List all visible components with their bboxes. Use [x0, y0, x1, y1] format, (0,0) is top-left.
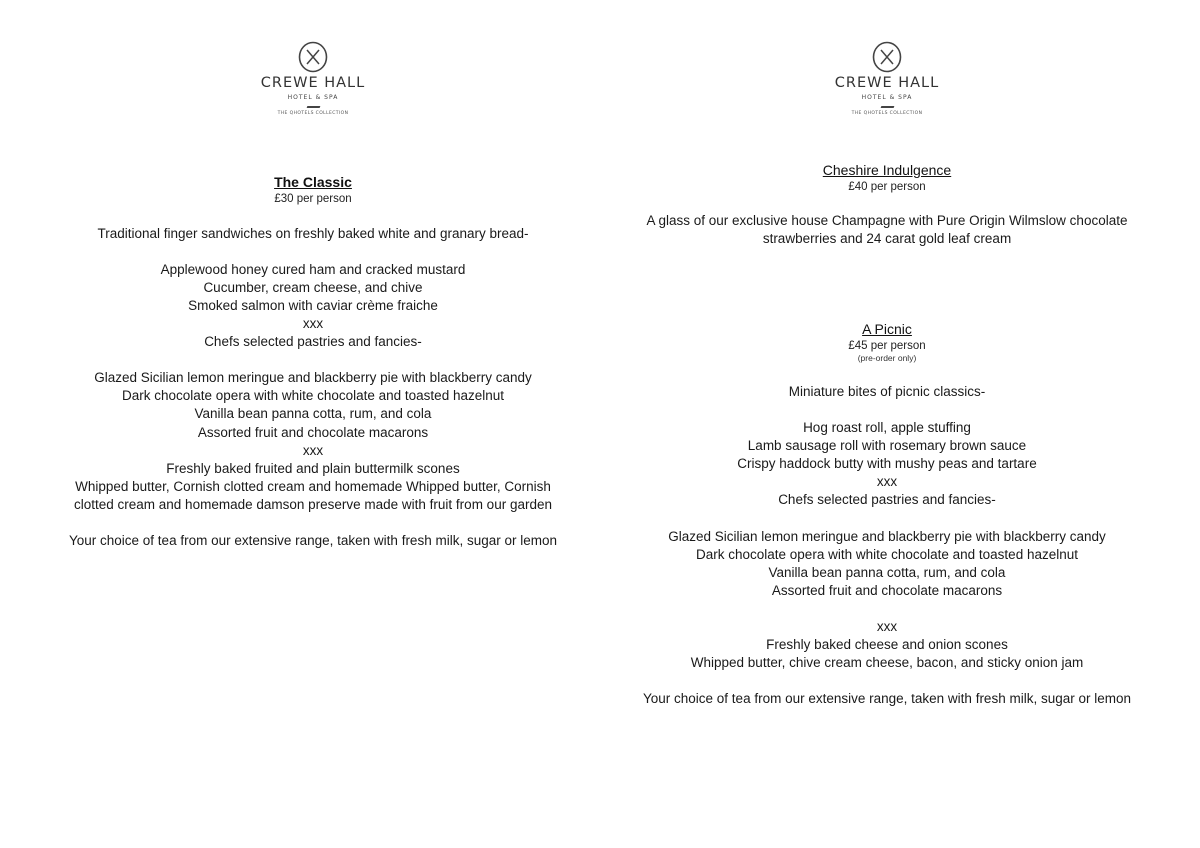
- classic-line: Whipped butter, Cornish clotted cream and homemade Whipped butter, Cornish: [75, 479, 551, 494]
- logo-name: CREWE HALL: [260, 75, 366, 91]
- indulgence-line: strawberries and 24 carat gold leaf cream: [762, 231, 1012, 246]
- indulgence-title: Cheshire Indulgence: [822, 162, 952, 178]
- crewe-hall-logo: [614, 40, 1160, 117]
- logo-tagline: THE QHOTELS COLLECTION: [277, 111, 349, 116]
- classic-line: Traditional finger sandwiches on freshly baked white and granary bread-: [97, 226, 529, 241]
- picnic-line: Your choice of tea from our extensive range, taken with fresh milk, sugar or lemon: [643, 691, 1131, 706]
- logo-subtitle: HOTEL & SPA: [861, 94, 913, 101]
- picnic-line: Miniature bites of picnic classics-: [788, 384, 986, 399]
- picnic-title: A Picnic: [862, 321, 912, 337]
- classic-line: clotted cream and homemade damson preserve made with fruit from our garden: [74, 497, 552, 512]
- classic-price: £30 per person: [274, 193, 352, 205]
- picnic-line: Vanilla bean panna cotta, rum, and cola: [768, 565, 1006, 580]
- classic-line: Chefs selected pastries and fancies-: [204, 334, 422, 349]
- logo-subtitle: HOTEL & SPA: [287, 94, 339, 101]
- classic-line: Cucumber, cream cheese, and chive: [203, 280, 423, 295]
- classic-line: Applewood honey cured ham and cracked mustard: [160, 262, 466, 277]
- classic-line: Smoked salmon with caviar crème fraiche: [188, 298, 438, 313]
- picnic-line: Freshly baked cheese and onion scones: [766, 637, 1008, 652]
- picnic-line: Glazed Sicilian lemon meringue and blackberry pie with blackberry candy: [668, 529, 1106, 544]
- crewe-hall-logo: [40, 40, 586, 117]
- indulgence-line: A glass of our exclusive house Champagne with Pure Origin Wilmslow chocolate: [646, 213, 1128, 228]
- picnic-separator: xxx: [876, 619, 898, 634]
- picnic-line: Lamb sausage roll with rosemary brown sauce: [747, 438, 1027, 453]
- picnic-line: Assorted fruit and chocolate macarons: [771, 583, 1003, 598]
- classic-title: The Classic: [274, 174, 352, 190]
- classic-separator: xxx: [302, 443, 324, 458]
- classic-separator: xxx: [302, 316, 324, 331]
- indulgence-price: £40 per person: [848, 181, 926, 193]
- classic-line: Freshly baked fruited and plain buttermilk scones: [166, 461, 460, 476]
- logo-divider: [880, 106, 894, 108]
- classic-line: Vanilla bean panna cotta, rum, and cola: [194, 406, 432, 421]
- picnic-price: £45 per person: [848, 340, 926, 352]
- picnic-line: Whipped butter, chive cream cheese, bacon, and sticky onion jam: [690, 655, 1084, 670]
- picnic-line: Chefs selected pastries and fancies-: [778, 492, 996, 507]
- picnic-line: Crispy haddock butty with mushy peas and tartare: [737, 456, 1037, 471]
- logo-divider: [306, 106, 320, 108]
- crewe-hall-emblem-icon: [297, 40, 329, 74]
- classic-line: Your choice of tea from our extensive range, taken with fresh milk, sugar or lemon: [69, 533, 557, 548]
- picnic-line: Dark chocolate opera with white chocolate and toasted hazelnut: [696, 547, 1078, 562]
- classic-line: Glazed Sicilian lemon meringue and blackberry pie with blackberry candy: [94, 370, 532, 385]
- classic-line: Assorted fruit and chocolate macarons: [197, 425, 429, 440]
- logo-tagline: THE QHOTELS COLLECTION: [851, 111, 923, 116]
- logo-name: CREWE HALL: [834, 75, 940, 91]
- picnic-separator: xxx: [876, 474, 898, 489]
- classic-line: Dark chocolate opera with white chocolate and toasted hazelnut: [122, 388, 504, 403]
- crewe-hall-emblem-icon: [871, 40, 903, 74]
- picnic-note: (pre-order only): [857, 353, 917, 363]
- picnic-line: Hog roast roll, apple stuffing: [803, 420, 971, 435]
